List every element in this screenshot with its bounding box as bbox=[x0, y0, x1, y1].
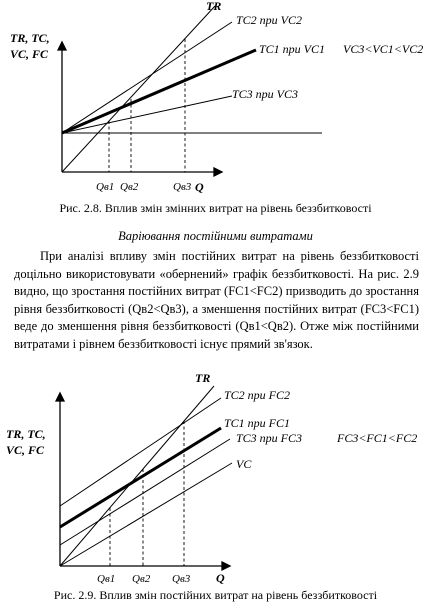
x-axis-label: Q bbox=[216, 571, 225, 585]
body-paragraph bbox=[14, 248, 419, 354]
y-axis-label-line2: VC, FC bbox=[10, 47, 49, 61]
body-paragraph-text: При аналізі впливу змін постійних витрат на рівень беззбитковості доцільно використовувати «обернений» графік беззбитковості. На рис. 2.9 видно, що зростання постійних витрат (FC1<FC2) призводить до зростання рівня беззбитковості (Qв2<Qв3), а зменшення постійних витрат (FC3<FC1) веде до зменшення рівня беззбитковості (Qв1<Qв2). Отже між постійними витратами і рівнем беззбитковості існує прямий зв'язок. bbox=[14, 249, 419, 351]
figure-2-9-caption: Рис. 2.9. Вплив змін постійних витрат на рівень беззбитковості bbox=[53, 588, 378, 602]
tc3-line bbox=[62, 96, 232, 133]
y-axis-label-line2: VC, FC bbox=[6, 443, 45, 457]
tr-label: TR bbox=[206, 0, 222, 13]
tr-label: TR bbox=[195, 371, 211, 385]
vc-label: VC bbox=[236, 457, 252, 471]
y-axis-label-line1: TR, TC, bbox=[6, 427, 46, 441]
tc2-label: TC2 при FC2 bbox=[224, 388, 291, 402]
tc1-label: TC1 при FC1 bbox=[224, 416, 291, 430]
tc3-label: TC3 при FC3 bbox=[236, 431, 303, 445]
y-axis-arrow bbox=[58, 42, 66, 50]
tr-line bbox=[62, 6, 215, 172]
tc3-line bbox=[60, 439, 230, 545]
y-axis-label-line1: TR, TC, bbox=[10, 31, 50, 45]
section-title: Варіювання постійними витратами bbox=[118, 229, 313, 243]
tick-qv2: Qв2 bbox=[120, 181, 139, 193]
tc3-label: TC3 при VC3 bbox=[232, 87, 299, 101]
tick-qv1: Qв1 bbox=[97, 573, 116, 585]
tr-line bbox=[60, 386, 214, 566]
tc1-line bbox=[62, 50, 256, 133]
figure-2-9 bbox=[0, 370, 431, 586]
tick-qv3: Qв3 bbox=[172, 573, 191, 585]
figure-2-8-caption: Рис. 2.8. Вплив змін змінних витрат на рівень беззбитковості bbox=[59, 201, 372, 215]
tc2-line bbox=[60, 398, 221, 506]
y-axis-arrow bbox=[56, 393, 64, 401]
tc1-line bbox=[60, 428, 221, 527]
tick-qv1: Qв1 bbox=[96, 181, 115, 193]
tc1-label: TC1 при VC1 bbox=[259, 42, 326, 56]
relation-label: FC3<FC1<FC2 bbox=[337, 431, 418, 445]
tc2-label: TC2 при VC2 bbox=[236, 13, 303, 27]
figure-2-8 bbox=[0, 0, 431, 200]
x-axis-arrow bbox=[222, 562, 230, 570]
vc-line bbox=[60, 463, 232, 566]
tc2-line bbox=[62, 22, 232, 133]
relation-label: VC3<VC1<VC2 bbox=[343, 42, 424, 56]
tick-qv2: Qв2 bbox=[132, 573, 151, 585]
x-axis-arrow bbox=[214, 168, 222, 176]
figure-2-8-axes bbox=[58, 42, 222, 176]
tick-qv3: Qв3 bbox=[173, 181, 192, 193]
x-axis-label: Q bbox=[195, 180, 204, 194]
